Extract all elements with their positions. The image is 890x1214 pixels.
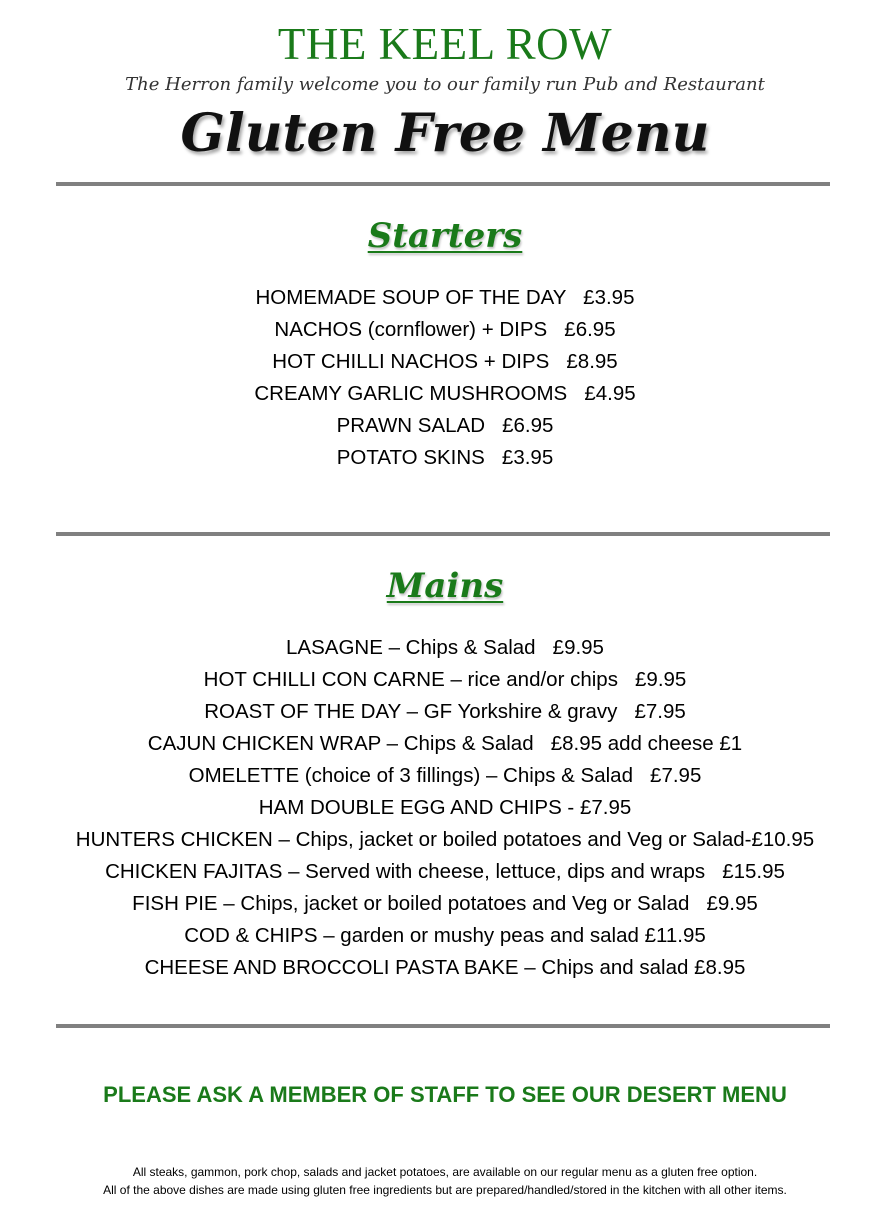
list-item: HUNTERS CHICKEN – Chips, jacket or boiled potatoes and Veg or Salad-£10.95 — [75, 828, 815, 851]
list-item: FISH PIE – Chips, jacket or boiled potatoes and Veg or Salad £9.95 — [132, 892, 758, 915]
dessert-menu-notice: PLEASE ASK A MEMBER OF STAFF TO SEE OUR DESERT MENU — [103, 1082, 787, 1107]
starters-heading: Starters — [367, 216, 523, 256]
list-item: COD & CHIPS – garden or mushy peas and salad £11.95 — [184, 924, 706, 947]
mains-heading: Mains — [386, 566, 504, 606]
list-item: CHEESE AND BROCCOLI PASTA BAKE – Chips and salad £8.95 — [144, 956, 746, 979]
footnote-kitchen-handling: All of the above dishes are made using gluten free ingredients but are prepared/handled/stored in the kitchen with all other items. — [103, 1183, 787, 1197]
list-item: HOMEMADE SOUP OF THE DAY £3.95 — [255, 286, 635, 309]
list-item: POTATO SKINS £3.95 — [336, 446, 554, 469]
list-item: ROAST OF THE DAY – GF Yorkshire & gravy £7.95 — [204, 700, 686, 723]
list-item: LASAGNE – Chips & Salad £9.95 — [286, 636, 604, 659]
list-item: NACHOS (cornflower) + DIPS £6.95 — [274, 318, 616, 341]
list-item: HAM DOUBLE EGG AND CHIPS - £7.95 — [258, 796, 632, 819]
list-item: OMELETTE (choice of 3 fillings) – Chips & Salad £7.95 — [188, 764, 702, 787]
divider-middle — [56, 532, 830, 536]
list-item: HOT CHILLI NACHOS + DIPS £8.95 — [272, 350, 618, 373]
list-item: CAJUN CHICKEN WRAP – Chips & Salad £8.95 add cheese £1 — [147, 732, 743, 755]
starters-list — [0, 282, 890, 474]
divider-bottom — [56, 1024, 830, 1028]
venue-name: THE KEEL ROW — [277, 19, 613, 69]
tagline: The Herron family welcome you to our family run Pub and Restaurant — [125, 74, 765, 95]
list-item: CREAMY GARLIC MUSHROOMS £4.95 — [254, 382, 636, 405]
mains-list — [0, 632, 890, 984]
list-item: PRAWN SALAD £6.95 — [336, 414, 554, 437]
menu-title: Gluten Free Menu — [180, 103, 710, 164]
footnote-gluten-free-options: All steaks, gammon, pork chop, salads and jacket potatoes, are available on our regular menu as a gluten free option. — [132, 1165, 758, 1179]
list-item: CHICKEN FAJITAS – Served with cheese, lettuce, dips and wraps £15.95 — [105, 860, 785, 883]
divider-top — [56, 182, 830, 186]
list-item: HOT CHILLI CON CARNE – rice and/or chips £9.95 — [203, 668, 687, 691]
